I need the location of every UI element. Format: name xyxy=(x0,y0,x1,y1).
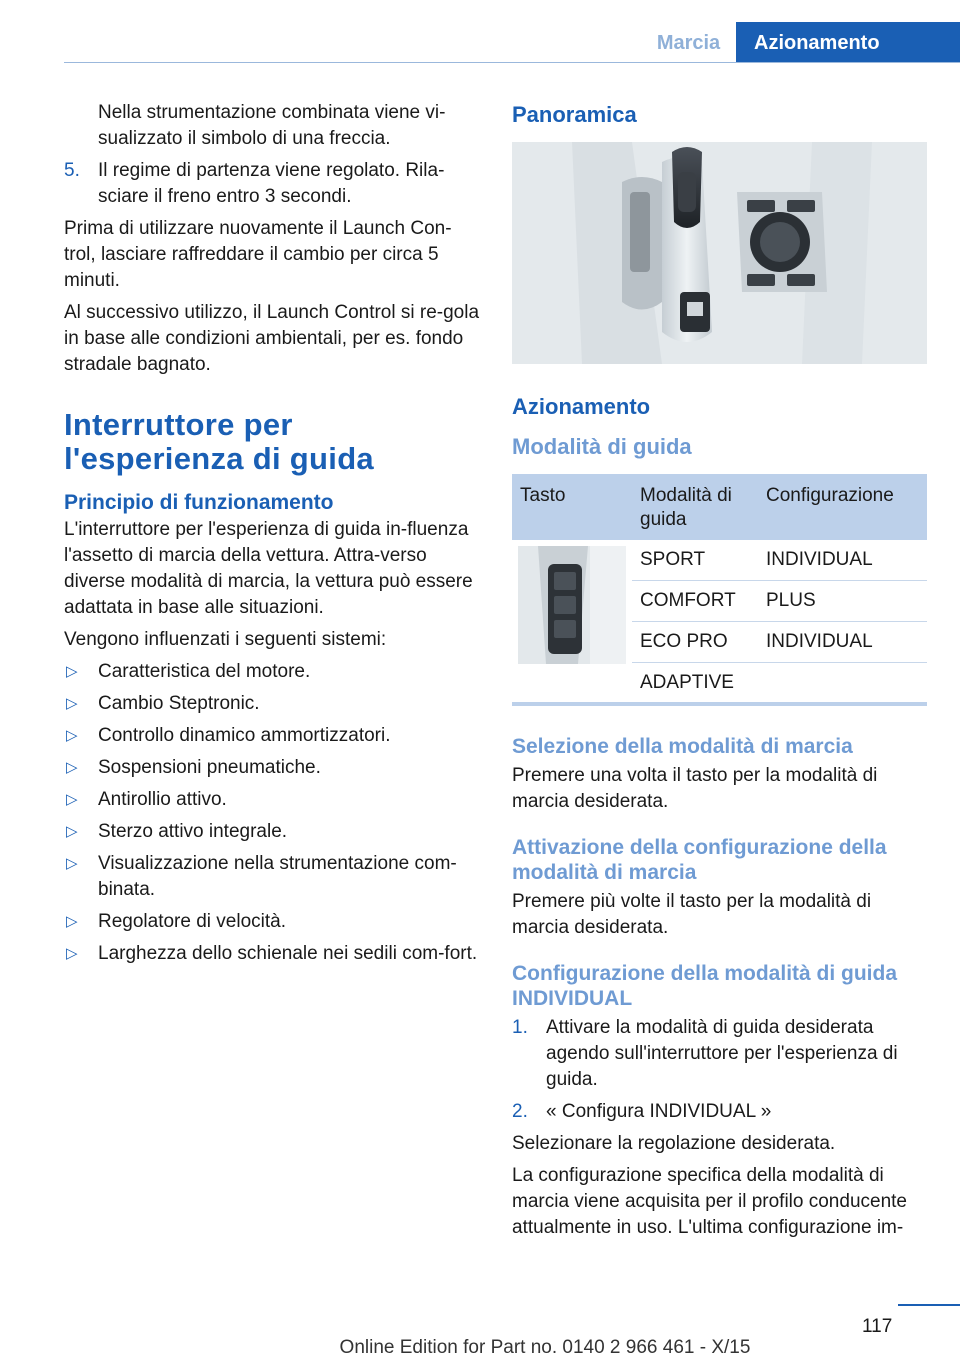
config-cell: PLUS xyxy=(758,581,927,622)
step-2-number: 2. xyxy=(512,1101,528,1122)
triangle-bullet-icon: ▷ xyxy=(66,823,78,840)
triangle-bullet-icon: ▷ xyxy=(66,945,78,962)
step-2-text: « Configura INDIVIDUAL » xyxy=(546,1101,772,1122)
footer-rule xyxy=(898,1304,960,1306)
header-tab-marcia: Marcia xyxy=(656,32,721,54)
section-title-panoramica: Panoramica xyxy=(512,102,637,127)
list-item: ▷ Larghezza dello schienale nei sedili com-fort. xyxy=(64,941,479,967)
step-2 xyxy=(512,1099,927,1125)
list-item: ▷ Caratteristica del motore. xyxy=(64,659,479,685)
config-cell xyxy=(758,663,927,704)
triangle-bullet-icon: ▷ xyxy=(66,759,78,776)
config-cell: INDIVIDUAL xyxy=(758,622,927,663)
step-5-text: Il regime di partenza viene regolato. Rila-sciare il freno entro 3 secondi. xyxy=(98,160,445,207)
table-header-row xyxy=(512,474,927,540)
mode-switch-photo-cell xyxy=(512,540,632,704)
paragraph-config-stored: La configurazione specifica della modalità di marcia viene acquisita per il profilo conducente attualmente in uso. L'ultima configurazione im- xyxy=(512,1165,907,1238)
mode-cell: COMFORT xyxy=(632,581,758,622)
triangle-bullet-icon: ▷ xyxy=(66,663,78,680)
step-1-number: 1. xyxy=(512,1017,528,1038)
left-column xyxy=(64,100,479,973)
paragraph-config-activation: Premere più volte il tasto per la modalità di marcia desiderata. xyxy=(512,891,872,938)
subsection-title-individual-config: Configurazione della modalità di guida INDIVIDUAL xyxy=(512,962,898,1010)
table-header-config: Configurazione xyxy=(758,474,927,540)
table-row xyxy=(512,540,927,581)
right-column xyxy=(512,100,927,1247)
subsection-title-mode-selection: Selezione della modalità di marcia xyxy=(512,735,853,758)
subsection-title-principle: Principio di funzionamento xyxy=(64,491,334,514)
paragraph-launch-control-adapt: Al successivo utilizzo, il Launch Control si re-gola in base alle condizioni ambientali, per es. fondo stradale bagnato. xyxy=(64,302,480,375)
paragraph-principle: L'interruttore per l'esperienza di guida in-fluenza l'assetto di marcia della vettura. Attra-verso diverse modalità di marcia, la vettura può essere adattata in base alle situazioni. xyxy=(64,519,473,618)
triangle-bullet-icon: ▷ xyxy=(66,727,78,744)
subsection-title-config-activation: Attivazione della configurazione della modalità di marcia xyxy=(512,836,887,884)
paragraph-launch-control-cooldown: Prima di utilizzare nuovamente il Launch Con-trol, lasciare raffreddare il cambio per circa 5 minuti. xyxy=(64,218,452,291)
list-item: ▷ Cambio Steptronic. xyxy=(64,691,479,717)
step-1 xyxy=(512,1015,927,1093)
triangle-bullet-icon: ▷ xyxy=(66,695,78,712)
table-bottom-rule xyxy=(512,702,927,706)
list-item: ▷ Visualizzazione nella strumentazione com-binata. xyxy=(66,853,457,900)
footer-edition: Online Edition for Part no. 0140 2 966 461 - X/15 xyxy=(339,1337,751,1358)
paragraph-mode-selection: Premere una volta il tasto per la modalità di marcia desiderata. xyxy=(512,765,878,812)
driving-mode-table xyxy=(512,474,927,704)
triangle-bullet-icon: ▷ xyxy=(66,913,78,930)
list-item: ▷ Regolatore di velocità. xyxy=(64,909,479,935)
header-rule xyxy=(64,62,960,63)
paragraph-systems-intro: Vengono influenzati i seguenti sistemi: xyxy=(64,629,387,650)
list-item: ▷ Controllo dinamico ammortizzatori. xyxy=(64,723,479,749)
table-header-button: Tasto xyxy=(512,474,632,540)
list-item: ▷ Sospensioni pneumatiche. xyxy=(64,755,479,781)
mode-cell: SPORT xyxy=(632,540,758,581)
mode-cell: ECO PRO xyxy=(632,622,758,663)
section-title-azionamento: Azionamento xyxy=(512,394,651,419)
list-item: ▷ Antirollio attivo. xyxy=(64,787,479,813)
table-header-mode: Modalità di guida xyxy=(632,474,758,540)
list-item: ▷ Sterzo attivo integrale. xyxy=(64,819,479,845)
step-5 xyxy=(64,158,479,210)
mode-cell: ADAPTIVE xyxy=(632,663,758,704)
subsection-title-driving-modes: Modalità di guida xyxy=(512,434,692,459)
triangle-bullet-icon: ▷ xyxy=(66,855,78,872)
step-1-text: Attivare la modalità di guida desiderata agendo sull'interruttore per l'esperienza di guida. xyxy=(546,1017,898,1090)
systems-list xyxy=(64,659,479,967)
config-cell: INDIVIDUAL xyxy=(758,540,927,581)
center-console-photo xyxy=(512,142,927,364)
center-console-illustration xyxy=(512,142,927,364)
driving-experience-switch-illustration xyxy=(518,546,626,664)
triangle-bullet-icon: ▷ xyxy=(66,791,78,808)
step-5-number: 5. xyxy=(64,160,80,181)
intro-line: Nella strumentazione combinata viene vi-sualizzato il simbolo di una freccia. xyxy=(98,102,446,149)
header-tab-azionamento: Azionamento xyxy=(736,22,960,62)
page-number: 117 xyxy=(862,1316,893,1337)
paragraph-select-setting: Selezionare la regolazione desiderata. xyxy=(512,1133,836,1154)
section-title-driving-experience-switch: Interruttore per l'esperienza di guida xyxy=(64,407,374,476)
